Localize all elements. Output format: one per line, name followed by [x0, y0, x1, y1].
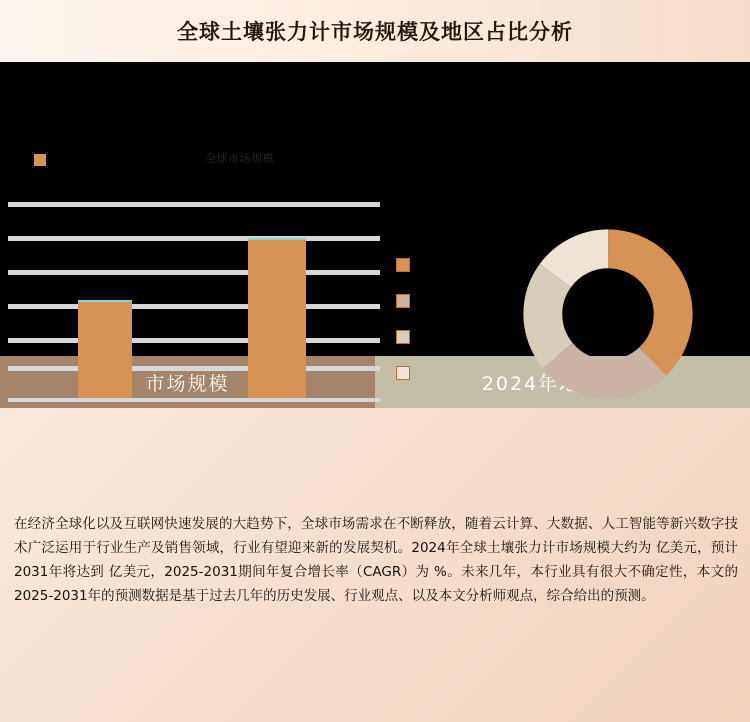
- gridline: [8, 304, 380, 309]
- gridline: [8, 236, 380, 241]
- donut-legend: [396, 258, 416, 402]
- chart-panel: [0, 62, 750, 356]
- gridline: [8, 338, 380, 343]
- donut-chart: [522, 228, 694, 400]
- bar-chart: [8, 198, 380, 402]
- bar-chart-legend: [0, 150, 750, 172]
- tab-region-share-label: 2024年地区占比: [481, 372, 644, 395]
- summary-paragraph: 在经济全球化以及互联网快速发展的大趋势下，全球市场需求在不断释放，随着云计算、大数据、人工智能等新兴数字技术广泛运用于行业生产及销售领域，行业有望迎来新的发展契机。2024年全球土壤张力计市场规模大约为 亿美元，预计2031年将达到 亿美元，2025-2031期间年复合增长率（CAGR）为 %。未来几年，本行业具有很大不确定性，本文的2025-2031年的预测数据是基于过去几年的历史发展、行业观点、以及本文分析师观点，综合给出的预测。: [14, 516, 738, 604]
- legend-swatch-icon: [34, 154, 46, 166]
- title-band: [0, 0, 750, 62]
- donut-legend-swatch-2: [396, 294, 410, 308]
- legend-label: 全球市场规模: [205, 153, 274, 165]
- bar-chart-baseline: [8, 398, 380, 402]
- bar-2031: [248, 238, 306, 398]
- gridline: [8, 202, 380, 207]
- donut-chart-svg: [522, 228, 694, 400]
- donut-legend-swatch-3: [396, 330, 410, 344]
- bar-2024: [78, 300, 132, 398]
- tab-market-size-label: 市场规模: [145, 372, 230, 395]
- gridline: [8, 366, 380, 371]
- page-title: 全球土壤张力计市场规模及地区占比分析: [177, 20, 573, 44]
- donut-legend-swatch-1: [396, 258, 410, 272]
- donut-legend-swatch-4: [396, 366, 410, 380]
- gridline: [8, 270, 380, 275]
